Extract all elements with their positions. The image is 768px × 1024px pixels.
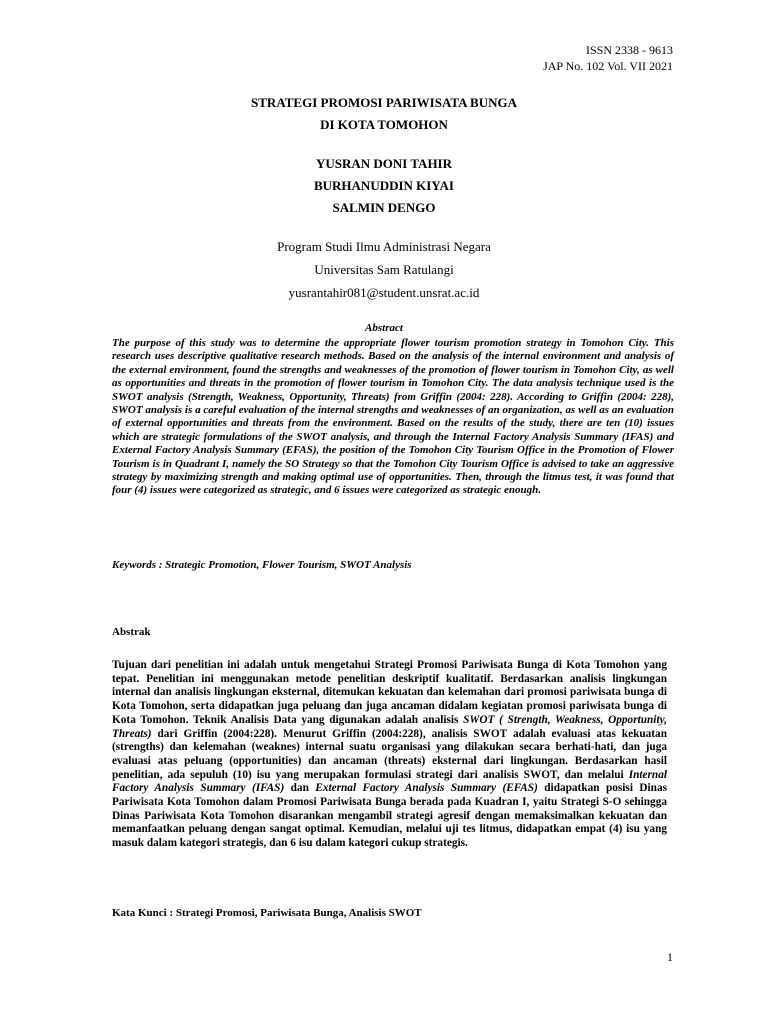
affiliation <box>0 235 768 304</box>
author-name: SALMIN DENGO <box>332 200 436 215</box>
abstrak-text-segment: dan <box>284 782 316 795</box>
abstrak-italic-segment: External Factory Analysis Summary (EFAS) <box>315 782 538 795</box>
author-list <box>0 153 768 219</box>
title-line-1: STRATEGI PROMOSI PARIWISATA BUNGA <box>251 95 517 110</box>
page-number: 1 <box>667 950 673 964</box>
abstrak-text-segment: dari Griffin (2004:228). Menurut Griffin (2004:228), analisis SWOT adalah evaluasi atas kekuatan (strengths) dan kelemahan (weaknes) internal suatu organisasi yang dilakukan secara berhati-hati, dan juga evaluasi atas peluang (opportunities) dan ancaman (threats) eksternal dari lingkungan. Berdasarkan hasil penelitian, ada sepuluh (10) isu yang merupakan formulasi strategi dari analisis SWOT, dan melalui <box>112 727 667 781</box>
journal-volume: JAP No. 102 Vol. VII 2021 <box>543 59 673 73</box>
keywords-indonesian: Kata Kunci : Strategi Promosi, Pariwisata Bunga, Analisis SWOT <box>112 907 422 919</box>
journal-header <box>543 42 673 74</box>
abstrak-text-segment: Tujuan dari penelitian ini adalah untuk mengetahui Strategi Promosi Pariwisata Bunga di Kota Tomohon yang tepat. Penelitian ini menggunakan metode penelitian deskriptif kualitatif. Berdasarkan analisis lingkungan internal dan analisis lingkungan eksternal, ditemukan kekuatan dan kelemahan dari promosi pariwisata bunga di Kota Tomohon, serta didapatkan juga peluang dan juga ancaman didalam kegiatan promosi pariwisata bunga di Kota Tomohon. Teknik Analisis Data yang digunakan adalah analisis <box>112 659 667 726</box>
author-name: YUSRAN DONI TAHIR <box>315 156 453 171</box>
abstract-english-text: The purpose of this study was to determine the appropriate flower tourism promotion strategy in Tomohon City. This research uses descriptive qualitative research methods. Based on the analysis of the internal environment and analysis of the external environment, found the strengths and weaknesses of the promotion of flower tourism in Tomohon City, as well as opportunities and threats in the promotion of flower tourism in Tomohon City. The data analysis technique used is the SWOT analysis (Strength, Weakness, Opportunity, Threats) from Griffin (2004: 228). According to Griffin (2004: 228), SWOT analysis is a careful evaluation of the internal strengths and weaknesses of an organization, as well as an evaluation of external opportunities and threats from the environment. Based on the results of the study, there are ten (10) issues which are strategic formulations of the SWOT analysis, and through the Internal Factory Analysis Summary (IFAS) and External Factory Analysis Summary (EFAS), the position of the Tomohon City Tourism Office in the Promotion of Flower Tourism is in Quadrant I, namely the SO Strategy so that the Tomohon City Tourism Office is advised to take an aggressive strategy by maximizing strength and making optimal use of opportunities. Then, through the litmus test, it was found that four (4) issues were categorized as strategic, and 6 issues were categorized as strategic enough. <box>112 337 674 497</box>
author-email: yusrantahir081@student.unsrat.ac.id <box>288 285 480 300</box>
abstrak-italic-segment: Internal Factory Analysis Summary (IFAS) <box>112 768 667 795</box>
title-line-2: DI KOTA TOMOHON <box>320 117 448 132</box>
abstract-heading: Abstract <box>365 322 403 334</box>
abstrak-text-segment: didapatkan posisi Dinas Pariwisata Kota Tomohon dalam Promosi Pariwisata Bunga berada pada Kuadran I, yaitu Strategi S-O sehingga Dinas Pariwisata Kota Tomohon disarankan mengambil strategi agresif dengan memaksimalkan kekuatan dan memanfaatkan peluang dengan sangat optimal. Kemudian, melalui uji tes litmus, didapatkan empat (4) isu yang masuk dalam kategori strategis, dan 6 isu dalam kategori cukup strategis. <box>112 782 667 850</box>
abstrak-heading: Abstrak <box>112 626 151 638</box>
author-name: BURHANUDDIN KIYAI <box>313 178 454 193</box>
abstrak-indonesian-text <box>112 659 667 851</box>
paper-title <box>0 92 768 136</box>
study-program: Program Studi Ilmu Administrasi Negara <box>277 239 491 254</box>
abstrak-italic-segment: SWOT ( Strength, Weakness, Opportunity, Threats) <box>112 713 667 740</box>
keywords-english: Keywords : Strategic Promotion, Flower Tourism, SWOT Analysis <box>112 559 412 571</box>
issn-number: ISSN 2338 - 9613 <box>585 43 673 57</box>
university-name: Universitas Sam Ratulangi <box>314 262 454 277</box>
